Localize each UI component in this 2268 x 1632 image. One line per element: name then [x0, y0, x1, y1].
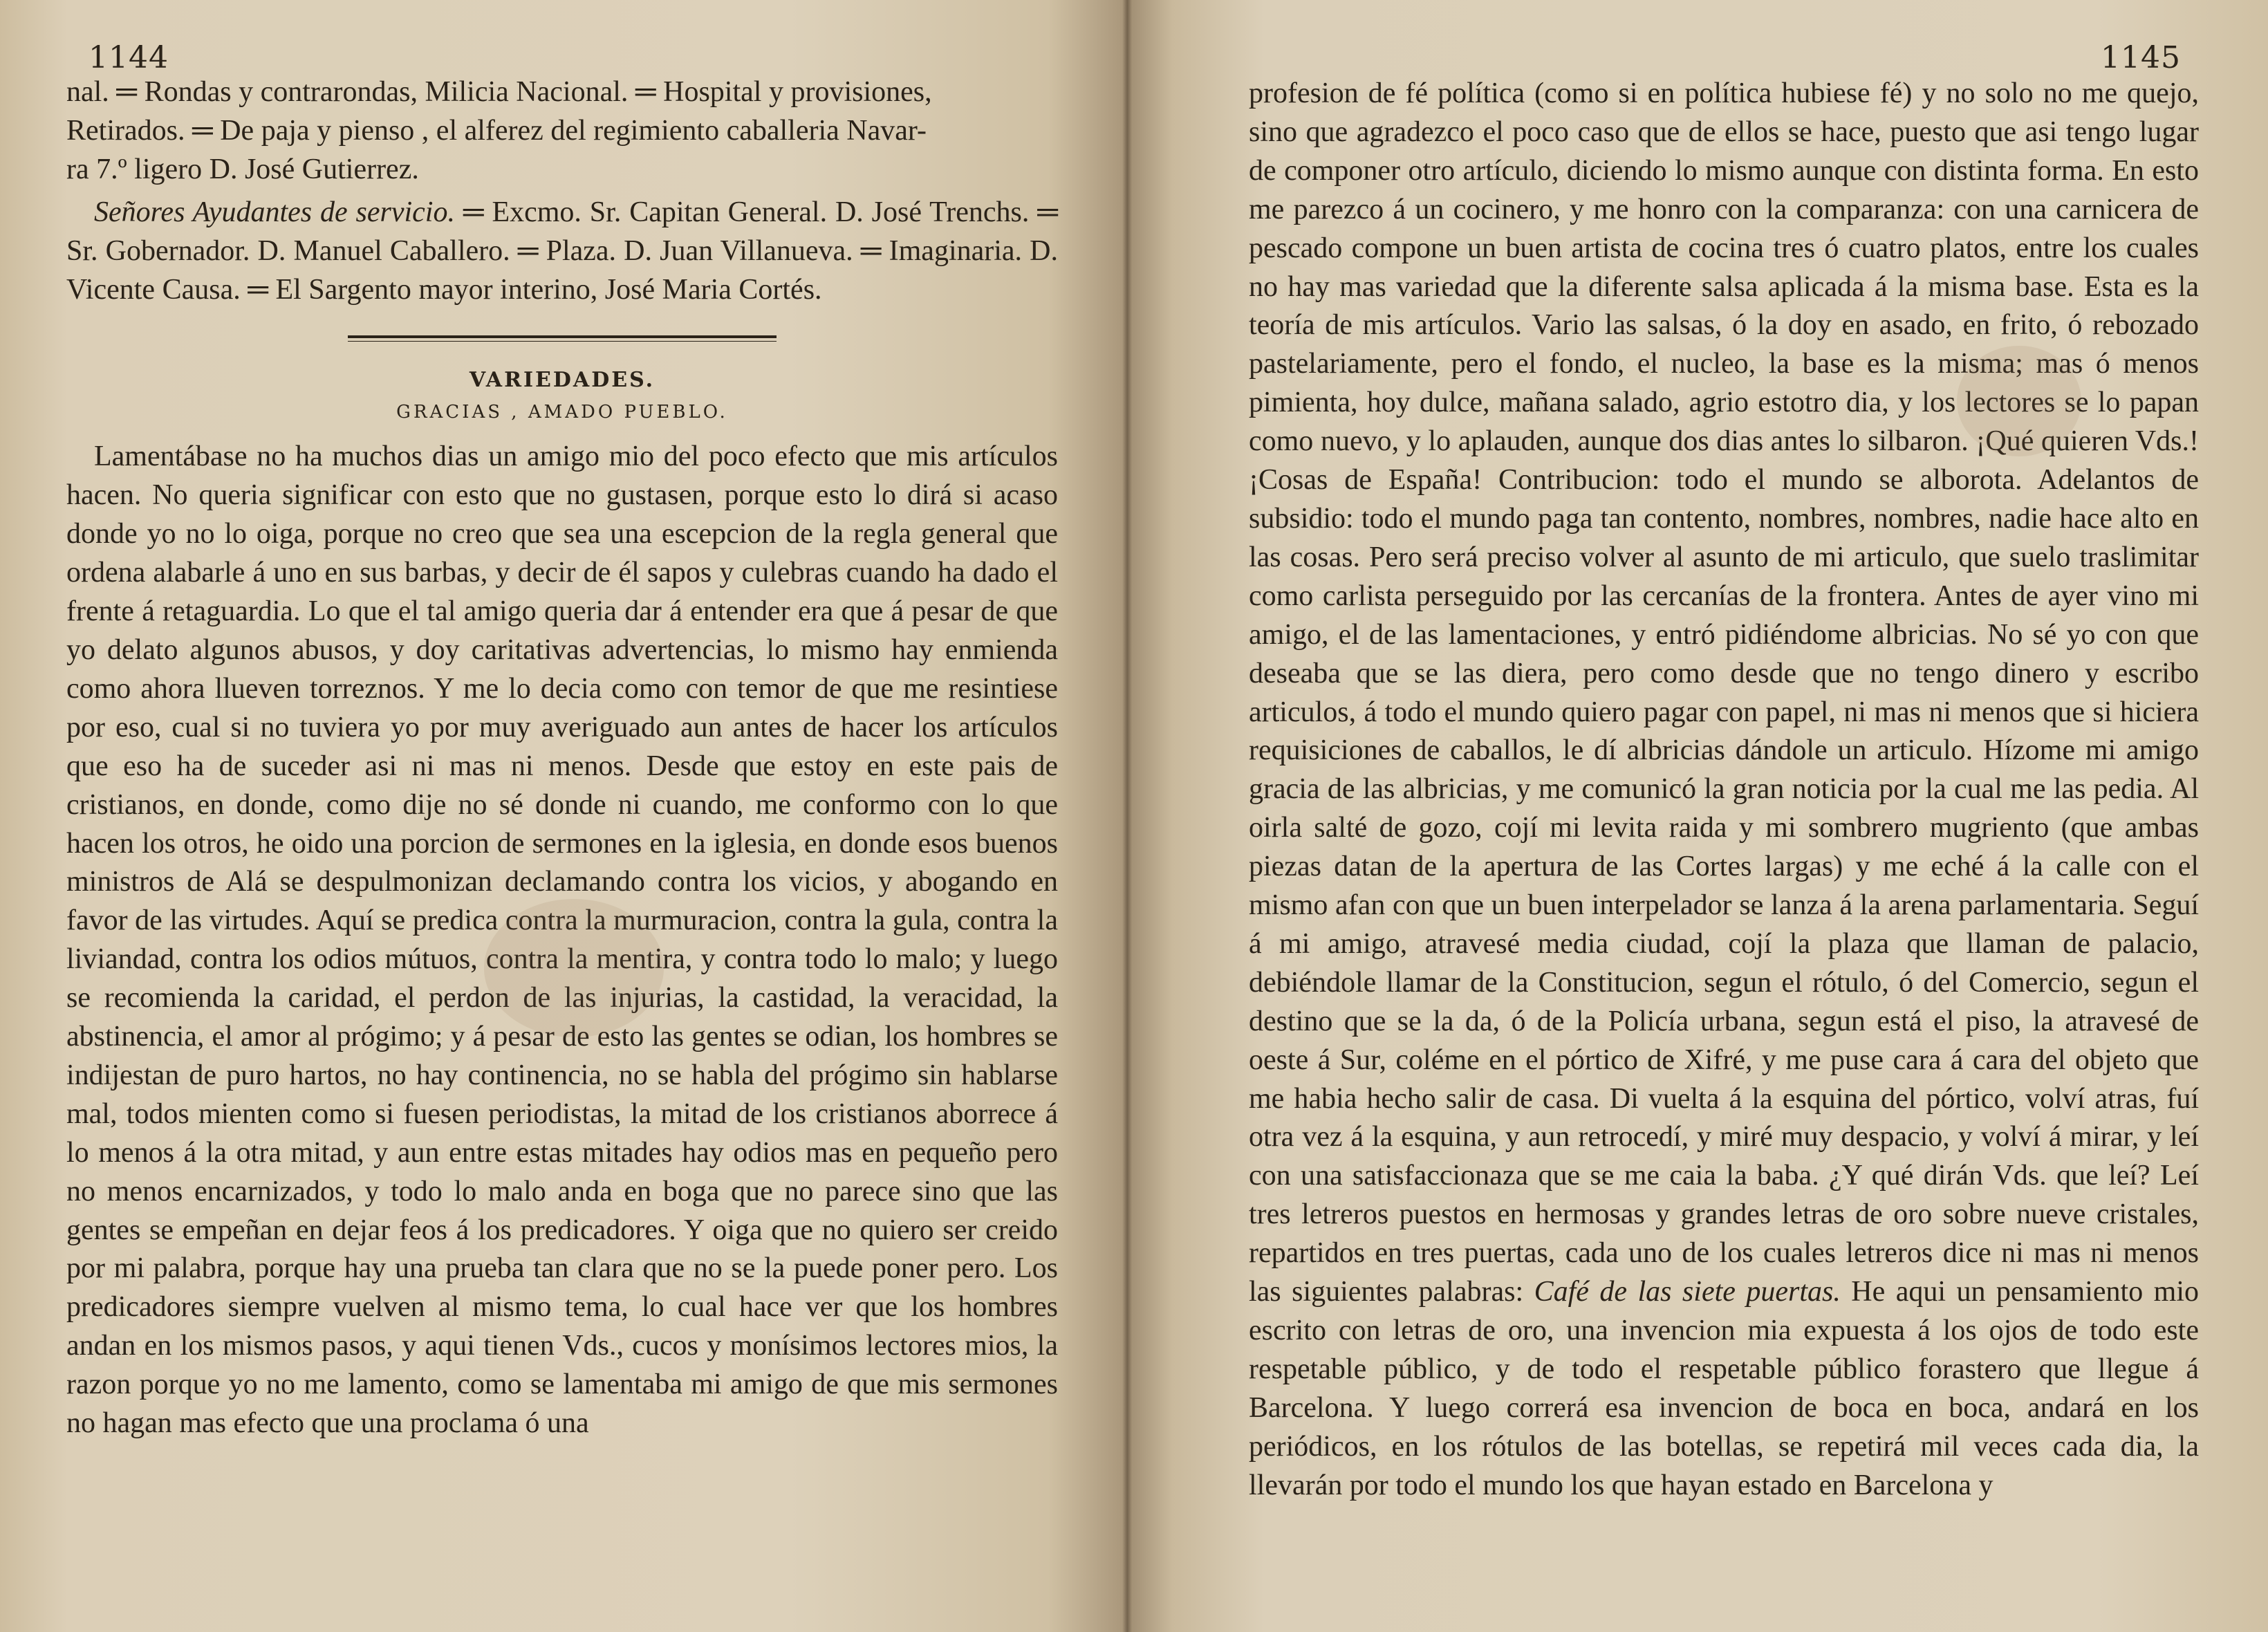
ayudantes-label: Señores Ayudantes de servicio. — [94, 196, 455, 228]
article-paragraph — [1249, 75, 2199, 1505]
book-gutter — [1122, 0, 1132, 1632]
section-heading: VARIEDADES. — [469, 368, 656, 393]
paper-stain — [1957, 346, 2081, 456]
notice-line: nal. ═ Rondas y contrarondas, Milicia Nacional. ═ Hospital y provisiones, — [66, 76, 932, 108]
article-paragraph: Lamentábase no ha muchos dias un amigo mio del poco efecto que mis artículos hacen. No queria significar con esto que no gustasen, porque esto lo dirá si acaso donde yo no lo oiga, porque no creo que sea una escepcion de la regla general que ordena alabarle á uno en sus barbas, y decir de él sapos y culebras cuando ha dado el frente á retaguardia. Lo que el tal amigo queria dar á entender era que á pesar de que yo delato algunos abusos, y doy caritativas advertencias, lo mismo hay enmienda como ahora llueven torreznos. Y me lo decia como con temor de que me resintiese por eso, cual si no tuviera yo por muy averiguado aun antes de hacer los artículos que eso ha de suceder asi ni mas ni menos. Desde que estoy en este pais de cristianos, en donde, como dije no sé donde ni cuando, me conformo con lo que hacen los otros, he oido una porcion de sermones en la iglesia, en donde esos buenos ministros de Alá se despulmonizan declamando contra los vicios, y abogando en favor de las virtudes. Aquí se predica contra la murmuracion, contra la gula, contra la liviandad, contra los odios mútuos, contra la mentira, y contra todo lo malo; y luego se recomienda la caridad, el perdon de las injurias, la castidad, la veracidad, la abstinencia, el amor al prógimo; y á pesar de esto las gentes se odian, los hombres se indijestan de puro hartos, no hay continencia, no se habla del prógimo sin hablarse mal, todos mienten como si fuesen periodistas, la mitad de los cristianos aborrece á lo menos á la otra mitad, y aun entre estas mitades hay odios mas en pequeño pero no menos encarnizados, y todo lo malo anda en boga que no parece sino que las gentes se empeñan en dejar feos á los predicadores. Y oiga que no quiero ser creido por mi palabra, porque hay una prueba tan clara que no se la puede poner pero. Los predicadores siempre vuelven al mismo tema, lo cual hace ver que los hombres andan en los mismos pasos, y aqui tienen Vds., cucos y monísimos lectores mios, la razon porque yo no me lamento, como se lamentaba mi amigo de que mis sermones no hagan mas efecto que una proclama ó una — [66, 441, 1058, 1440]
notice-line: ra 7.º ligero D. José Gutierrez. — [66, 153, 419, 185]
page-number-right: 1145 — [2101, 40, 2181, 75]
article-text: profesion de fé política (como si en política hubiese fé) y no solo no me quejo, sino que agradezco el poco caso que de ellos se hace, puesto que asi tengo lugar de componer otro artículo, diciendo lo mismo aunque con distinta forma. En esto me parezco á un cocinero, y me honro con la comparanza: con una carnicera de pescado compone un buen artista de cocina tres ó cuatro platos, entre los cuales no hay mas variedad que la diferente salsa aplicada á la misma base. Esta es la teoría de mis artículos. Vario las salsas, ó la doy en asado, en frito, ó rebozado pastelariamente, pero el fondo, el nucleo, la base es la misma; mas ó menos pimienta, hoy dulce, mañana salado, agrio estotro dia, y los lectores se lo papan como nuevo, y lo aplauden, aunque dos dias antes lo silbaron. ¡Qué quieren Vds.! ¡Cosas de España! Contribucion: todo el mundo se alborota. Adelantos de subsidio: todo el mundo paga tan contento, nombres, nombres, nadie hace alto en las cosas. Pero será preciso volver al asunto de mi articulo, que suelo traslimitar como carlista perseguido por las cercanías de la frontera. Antes de ayer vino mi amigo, el de las lamentaciones, y entró pidiéndome albricias. No sé yo con que deseaba que se las diera, pero como desde que no tengo dinero y escribo articulos, á todo el mundo quiero pagar con papel, ni mas ni menos que si hiciera requisiciones de caballos, le dí albricias dándole un articulo. Hízome mi amigo gracia de las albricias, y me comunicó la gran noticia por la cual me las pedia. Al oirla salté de gozo, cojí mi levita raida y mi sombrero mugriento (que ambas piezas datan de la apertura de las Cortes largas) y me eché á la calle con el mismo afan con que un buen interpelador se lanza á la arena parlamentaria. Seguí á mi amigo, atravesé media ciudad, cojí la plaza que llaman de palacio, debiéndole llamar de la Constitucion, segun el rótulo, ó del Comercio, segun el destino que se la da, ó de la Policía urbana, segun está el piso, la atravesé de oeste á Sur, coléme en el pórtico de Xifré, y me puse cara á cara del objeto que me habia hecho salir de casa. Di vuelta á la esquina del pórtico, volví atras, fuí otra vez á la esquina, y aun retrocedí, y miré muy despacio, y volví á mirar, y leí con una satisfaccionaza que se me caia la baba. ¿Y qué dirán Vds. que leí? Leí tres letreros puestos en hermosas y grandes letras de oro sobre nueve cristales, repartidos en tres puertas, cada uno de los cuales letreros dice ni mas ni menos las siguientes palabras: — [1249, 77, 2199, 1308]
ayudantes-paragraph — [66, 194, 1058, 310]
right-page — [1127, 0, 2268, 1632]
article-title: GRACIAS , AMADO PUEBLO. — [396, 402, 728, 423]
left-page — [0, 0, 1127, 1632]
ayudantes-text: ═ Excmo. Sr. Capitan General. D. José Trenchs. ═ Sr. Gobernador. D. Manuel Caballero. ═ Plaza. D. Juan Villanueva. ═ Imaginaria. D. Vicente Causa. ═ El Sargento mayor interino, José Maria Cortés. — [66, 196, 1059, 306]
article-body-right — [1249, 75, 2199, 1505]
service-notice — [66, 73, 1058, 309]
page-number-left: 1144 — [89, 40, 169, 75]
article-text-after: He aqui un pensamiento mio escrito con letras de oro, una invencion mia expuesta á los ojos de todo este respetable público, y de todo el respetable público forastero que llegue á Barcelona. Y luego correrá esa invencion de boca en boca, andará en los periódicos, en los rótulos de las botellas, se repetirá mil veces cada dia, la llevarán por todo el mundo los que hayan estado en Barcelona y — [1249, 1276, 2199, 1501]
paper-stain — [484, 899, 664, 1037]
cafe-name: Café de las siete puertas. — [1534, 1276, 1841, 1308]
notice-line: Retirados. ═ De paja y pienso , el alferez del regimiento caballeria Navar- — [66, 114, 927, 147]
section-divider — [348, 335, 777, 342]
